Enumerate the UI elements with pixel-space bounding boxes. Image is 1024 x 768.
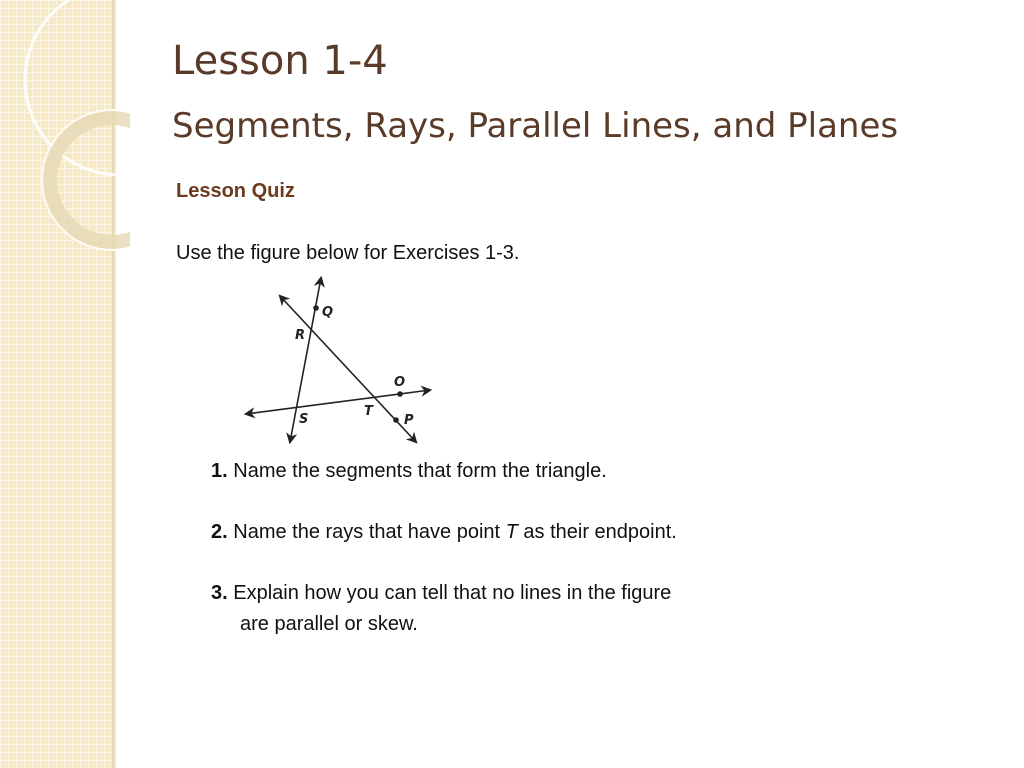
point-label-q: Q	[322, 305, 334, 320]
question-3-text-line2: are parallel or skew.	[240, 613, 418, 635]
point-q-dot	[313, 305, 319, 311]
question-2-number: 2.	[211, 521, 228, 543]
point-label-r: R	[295, 328, 306, 343]
point-label-t: T	[364, 404, 373, 419]
point-label-p: P	[404, 413, 414, 428]
instructions-text: Use the figure below for Exercises 1-3.	[176, 242, 520, 264]
decorative-circles	[0, 0, 130, 260]
question-2-text-after: as their endpoint.	[517, 521, 677, 543]
question-1-number: 1.	[211, 460, 228, 482]
question-3	[211, 578, 671, 640]
question-1	[211, 456, 607, 487]
question-2-variable: T	[505, 521, 518, 543]
question-2	[211, 517, 677, 548]
geometry-figure	[238, 272, 438, 448]
point-p-dot	[393, 417, 399, 423]
point-label-s: S	[299, 412, 309, 427]
quiz-heading: Lesson Quiz	[176, 180, 295, 202]
slide-subtitle: Segments, Rays, Parallel Lines, and Planes	[172, 106, 899, 146]
question-3-number: 3.	[211, 582, 228, 604]
question-3-text-line1: Explain how you can tell that no lines in the figure	[233, 582, 672, 604]
question-1-text: Name the segments that form the triangle.	[233, 460, 607, 482]
question-2-text-before: Name the rays that have point	[233, 521, 506, 543]
point-o-dot	[397, 391, 403, 397]
point-label-o: O	[394, 375, 406, 390]
slide-title: Lesson 1-4	[172, 38, 388, 84]
